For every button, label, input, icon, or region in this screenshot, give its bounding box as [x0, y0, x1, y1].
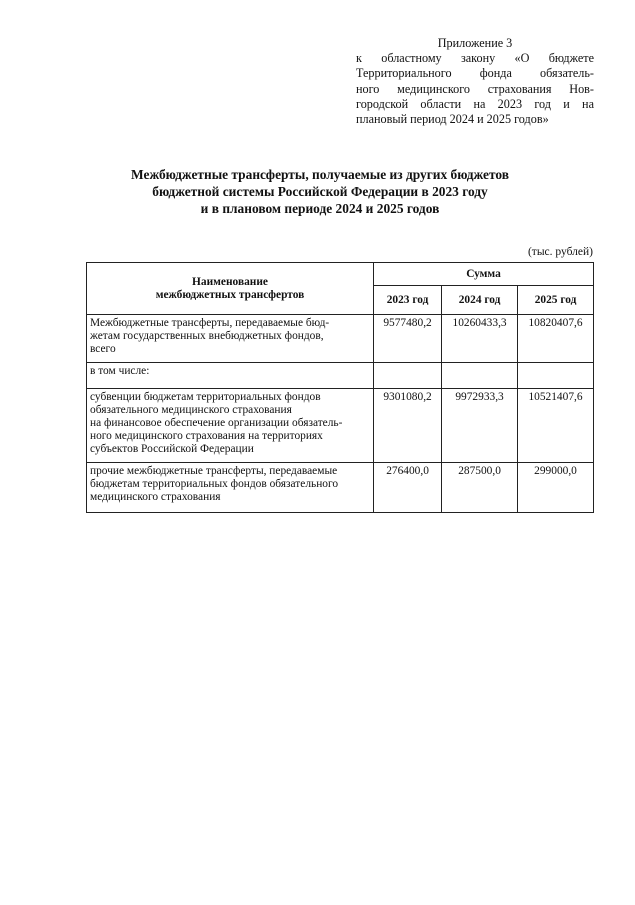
value-2023: 276400,0: [374, 463, 442, 513]
transfers-table: [86, 262, 594, 513]
value-2023: [374, 363, 442, 389]
value-2024: [442, 363, 518, 389]
header-sum: Сумма: [374, 263, 594, 286]
header-name: [87, 263, 374, 315]
value-2024: 10260433,3: [442, 315, 518, 363]
value-2025: [518, 363, 594, 389]
row-name-line: жетам государственных внебюджетных фондов,: [90, 330, 324, 342]
header-name-line: Наименование: [192, 275, 268, 288]
row-name: [87, 463, 374, 513]
row-name-line: в том числе:: [90, 365, 150, 377]
table-header-row: [87, 263, 594, 286]
row-name: [87, 363, 374, 389]
row-name-line: субъектов Российской Федерации: [90, 443, 254, 455]
title-line: и в плановом периоде 2024 и 2025 годов: [200, 201, 440, 217]
appendix-line: к областному закону «О бюджете: [356, 51, 594, 66]
appendix-note: [356, 36, 594, 127]
value-2025: 299000,0: [518, 463, 594, 513]
units-label: (тыс. рублей): [527, 246, 593, 258]
value-2023: 9577480,2: [374, 315, 442, 363]
row-name-line: медицинского страхования: [90, 491, 221, 503]
header-year-2025: 2025 год: [518, 286, 594, 315]
row-name-line: на финансовое обеспечение организации обязатель-: [90, 417, 343, 429]
table-row: [87, 315, 594, 363]
appendix-heading: Приложение 3: [437, 36, 513, 50]
appendix-line: ного медицинского страхования Нов-: [356, 81, 594, 96]
value-2024: 9972933,3: [442, 389, 518, 463]
row-name-line: субвенции бюджетам территориальных фондов: [90, 391, 321, 403]
table-row: [87, 389, 594, 463]
appendix-line: городской области на 2023 год и на: [356, 96, 594, 111]
header-year-2024: 2024 год: [442, 286, 518, 315]
document-title: [60, 166, 580, 218]
value-2025: 10521407,6: [518, 389, 594, 463]
row-name-line: прочие межбюджетные трансферты, передаваемые: [90, 465, 338, 477]
table-row: [87, 363, 594, 389]
title-line: Межбюджетные трансферты, получаемые из других бюджетов: [131, 167, 509, 182]
row-name: [87, 315, 374, 363]
value-2024: 287500,0: [442, 463, 518, 513]
value-2025: 10820407,6: [518, 315, 594, 363]
row-name-line: обязательного медицинского страхования: [90, 404, 292, 416]
row-name-line: всего: [90, 343, 116, 355]
row-name-line: Межбюджетные трансферты, передаваемые бюд-: [90, 317, 330, 329]
row-name-line: ного медицинского страхования на территориях: [90, 430, 323, 442]
header-year-2023: 2023 год: [374, 286, 442, 315]
value-2023: 9301080,2: [374, 389, 442, 463]
row-name-line: бюджетам территориальных фондов обязательного: [90, 478, 339, 490]
appendix-line: Территориального фонда обязатель-: [356, 66, 594, 81]
header-name-line: межбюджетных трансфертов: [155, 288, 305, 301]
appendix-line: плановый период 2024 и 2025 годов»: [356, 112, 549, 127]
title-line: бюджетной системы Российской Федерации в 2023 году: [152, 184, 488, 200]
row-name: [87, 389, 374, 463]
table-row: [87, 463, 594, 513]
